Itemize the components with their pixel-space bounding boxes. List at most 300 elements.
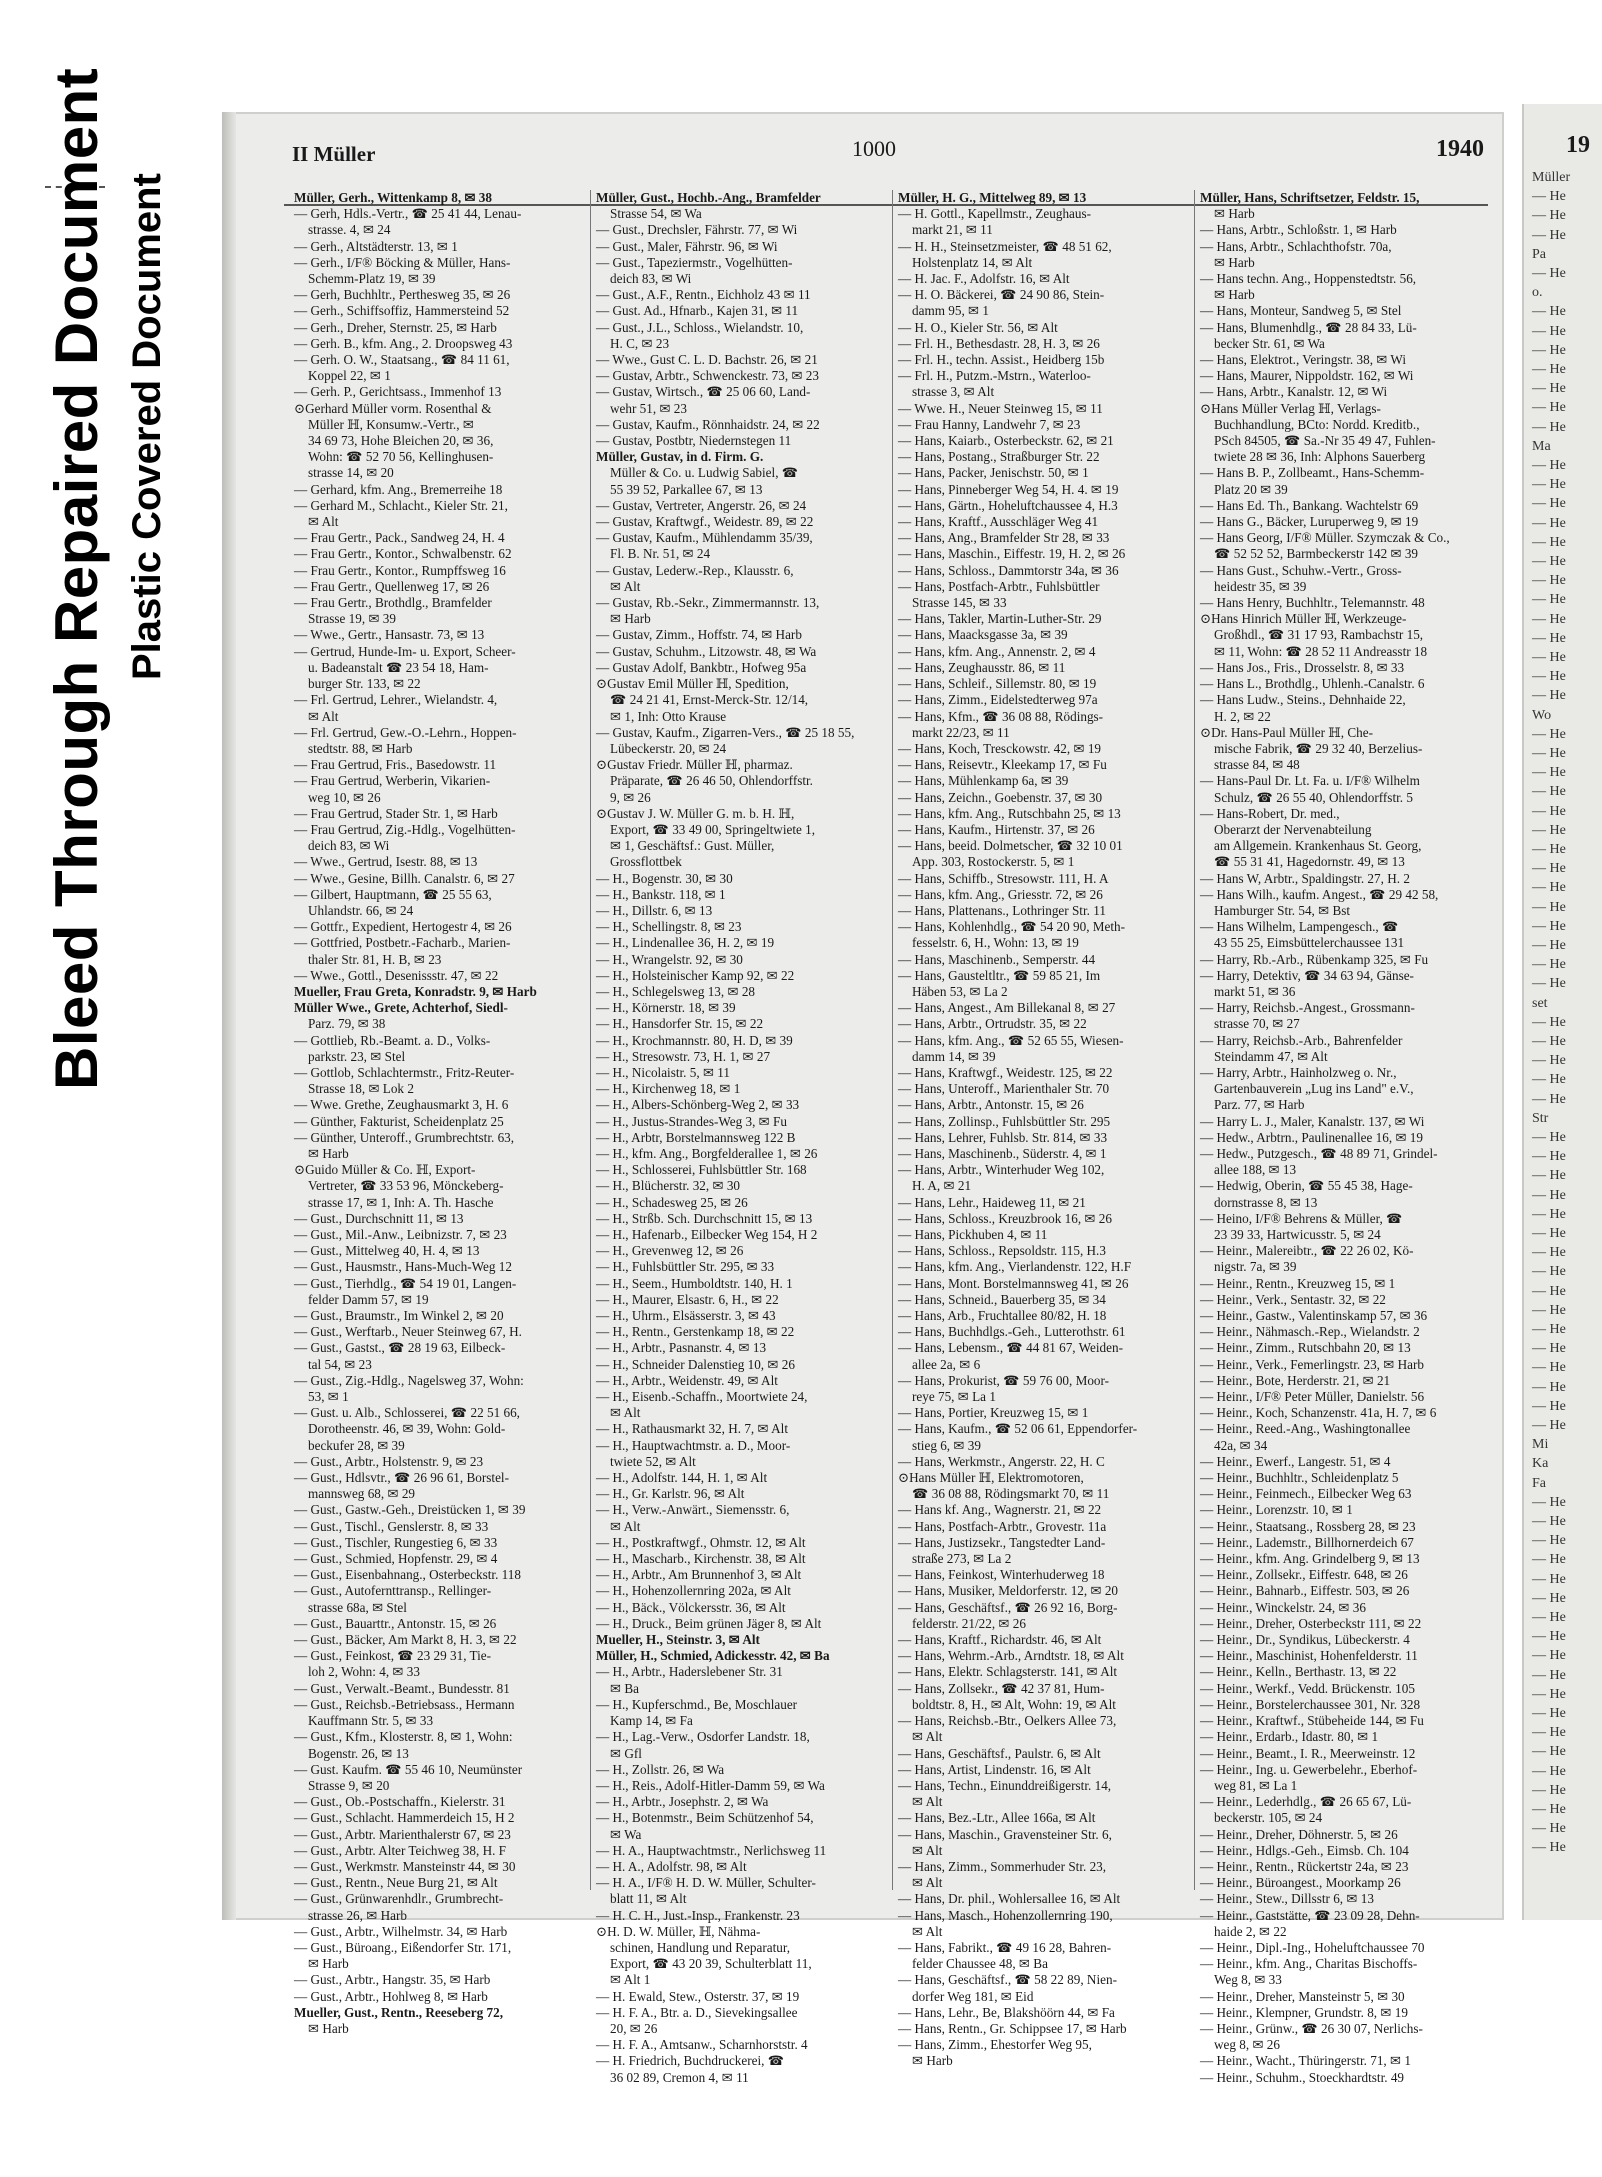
directory-entry: — Gust., Eisenbahnang., Osterbeckstr. 118 [294,1567,521,1583]
directory-entry: ⊙ Hans Hinrich Müller ℍ, Werkzeuge- [1200,611,1488,627]
directory-entry: — Hans, Zimm., Eidelstedterweg 97a [898,692,1098,708]
directory-entry: loh 2, Wohn: 4, ✉ 33 [308,1664,420,1680]
directory-entry: — Hans, Unteroff., Marienthaler Str. 70 [898,1081,1110,1097]
directory-entry: — Gertrud, Hunde-Im- u. Export, Scheer- [294,643,516,659]
directory-entry: — Hedw., Putzgesch., ☎ 48 89 71, Grindel- [1200,1145,1438,1161]
directory-entry: — Heinr., Maschinist, Hohenfelderstr. 11 [1200,1648,1418,1664]
directory-entry: mannsweg 68, ✉ 29 [308,1486,416,1502]
directory-entry: — H., Eisenb.-Schaffn., Moortwiete 24, [596,1389,808,1405]
next-page-line: — He [1532,554,1566,569]
directory-entry: — Heinr., Dreher, Mansteinstr 5, ✉ 30 [1200,1988,1405,2004]
directory-entry: — Hans Wilh., kaufm. Angest., ☎ 29 42 58, [1200,886,1439,902]
directory-entry: — Heinr., Borstelerchaussee 301, Nr. 328 [1200,1696,1421,1712]
directory-entry: — H. A., Hauptwachtmstr., Nerlichsweg 11 [596,1842,827,1858]
directory-entry: beckerstr. 105, ✉ 24 [1214,1810,1323,1826]
directory-entry: — Hans, Arbtr., Winterhuder Weg 102, [898,1162,1105,1178]
directory-entry: Wohn: ☎ 52 70 56, Kellinghusen- [308,449,494,465]
next-page-line: — He [1532,1782,1566,1798]
directory-entry: — Hans Ed. Th., Bankang. Wachtelstr 69 [1200,497,1419,513]
directory-entry: — Heinr., Gaststätte, ☎ 23 09 28, Dehn- [1200,1907,1420,1923]
directory-entry: — Gustav, Rb.-Sekr., Zimmermannstr. 13, [596,595,820,611]
directory-entry: — H., Kupferschmd., Be, Moschlauer [596,1696,798,1712]
directory-entry: — Heinr., Dreher, Osterbeckstr 111, ✉ 22 [1200,1615,1422,1631]
directory-entry: — Gust., Werftarb., Neuer Steinweg 67, H. [294,1324,522,1340]
directory-entry: Müller, H., Schmied, Adickesstr. 42, ✉ Ba [596,1648,830,1664]
next-page-line: — He [1532,1667,1566,1683]
directory-entry: — Hans, Monteur, Sandweg 5, ✉ Stel [1200,303,1402,319]
directory-entry: — Hans, Arbtr., Antonstr. 15, ✉ 26 [898,1097,1084,1113]
next-page-line: Ma [1532,438,1551,454]
directory-entry: allee 2a, ✉ 6 [912,1356,981,1372]
directory-entry: — H., Justus-Strandes-Weg 3, ✉ Fu [596,1113,787,1129]
directory-entry: — Gustav, Kaufm., Mühlendamm 35/39, [596,530,813,546]
directory-entry: — Hans Jos., Fris., Drosselstr. 8, ✉ 33 [1200,659,1405,675]
next-page-line: Müller [1532,170,1571,185]
directory-entry: — Hedwig, Oberin, ☎ 55 45 38, Hage- [1200,1178,1413,1194]
directory-entry: Parz. 77, ✉ Harb [1214,1097,1305,1113]
directory-entry: — H., Körnerstr. 18, ✉ 39 [596,1000,736,1016]
directory-entry: — Hans, Geschäftsf., ☎ 26 92 16, Borg- [898,1599,1118,1615]
directory-entry: — Gust., Ob.-Postschaffn., Kielerstr. 31 [294,1794,506,1810]
directory-entry: — Heinr., Bahnarb., Eiffestr. 503, ✉ 26 [1200,1583,1410,1599]
next-page-number: 19 [1566,132,1590,158]
running-head: II Müller [292,142,376,166]
directory-entry: ✉ Alt [912,1842,943,1858]
directory-entry: Fl. B. Nr. 51, ✉ 24 [610,546,711,562]
directory-entry: — Hans, Geschäftsf., Paulstr. 6, ✉ Alt [898,1745,1101,1761]
directory-entry: wehr 51, ✉ 23 [610,400,687,416]
next-page-line: set [1532,995,1548,1011]
directory-entry: — H., Fuhlsbüttler Str. 295, ✉ 33 [596,1259,775,1275]
directory-entry: Präparate, ☎ 26 46 50, Ohlendorffstr. [610,773,813,789]
directory-entry: — Hans, Kaufm., Hirtenstr. 37, ✉ 26 [898,821,1095,837]
directory-entry: — Frau Gertr., Kontor., Rumpffsweg 16 [294,562,506,578]
next-page-line: — He [1532,1341,1566,1357]
directory-entry: — Harry, Rb.-Arb., Rübenkamp 325, ✉ Fu [1200,951,1429,967]
next-page-line: — He [1532,477,1566,493]
directory-entry: Buchhandlung, BCto: Nordd. Kreditb., [1214,416,1420,432]
directory-entry: — H. F. A., Amtsanw., Scharnhorststr. 4 [596,2037,808,2053]
directory-entry: stedtstr. 88, ✉ Harb [308,740,413,756]
directory-entry: markt 22/23, ✉ 11 [912,724,1010,740]
directory-entry: — Harry, Detektiv, ☎ 34 63 94, Gänse- [1200,967,1414,983]
directory-entry: — H. O., Kieler Str. 56, ✉ Alt [898,319,1058,335]
directory-entry: App. 303, Rostockerstr. 5, ✉ 1 [912,854,1075,870]
directory-entry: — Hans, Packer, Jenischstr. 50, ✉ 1 [898,465,1089,481]
directory-entry: reye 75, ✉ La 1 [912,1389,996,1405]
directory-entry: — Harry, Reichsb.-Angest., Grossmann- [1200,1000,1415,1016]
directory-entry: — Heinr., Schuhm., Stoeckhardtstr. 49 [1200,2069,1405,2085]
directory-entry: Strasse 18, ✉ Lok 2 [308,1081,414,1097]
directory-entry: Strasse 9, ✉ 20 [308,1777,390,1793]
directory-entry: — H. A., Adolfstr. 98, ✉ Alt [596,1858,747,1874]
next-page-line: — He [1532,304,1566,320]
directory-entry: — Gust., Arbtr., Wilhelmstr. 34, ✉ Harb [294,1923,508,1939]
directory-entry: boldtstr. 8, H., ✉ Alt, Wohn: 19, ✉ Alt [912,1696,1116,1712]
directory-entry: — Hans Gust., Schuhw.-Vertr., Gross- [1200,562,1402,578]
directory-entry: Weg 8, ✉ 33 [1214,1972,1282,1988]
directory-entry: — Heinr., Feinmech., Eilbecker Weg 63 [1200,1486,1412,1502]
directory-entry: — Hans, Musiker, Meldorferstr. 12, ✉ 20 [898,1583,1119,1599]
directory-entry: — H., Rentn., Gerstenkamp 18, ✉ 22 [596,1324,795,1340]
next-page-line: — He [1532,1648,1566,1664]
directory-entry: Müller, Gust., Hochb.-Ang., Bramfelder [596,190,821,205]
directory-entry: — H. Gottl., Kapellmstr., Zeughaus- [898,206,1092,222]
directory-entry: ✉ Harb [610,611,651,627]
directory-entry: — Hans, Zeichn., Goebenstr. 37, ✉ 30 [898,789,1103,805]
directory-entry: — Frau Gertr., Brothdlg., Bramfelder [294,595,492,611]
directory-entry: — Hans, Kraftf., Ausschläger Weg 41 [898,514,1099,530]
directory-entry: Schulz, ☎ 26 55 40, Ohlendorffstr. 5 [1214,789,1413,805]
directory-entry: — Gust., Tapeziermstr., Vogelhütten- [596,254,793,270]
next-page-line: — He [1532,1053,1566,1069]
directory-entry: Lübeckerstr. 20, ✉ 24 [610,740,727,756]
directory-entry: ☎ 36 08 88, Rödingsmarkt 70, ✉ 11 [912,1486,1110,1502]
directory-entry: — Hans, Kraftf., Richardstr. 46, ✉ Alt [898,1632,1102,1648]
directory-entry: weg 8, ✉ 26 [1214,2037,1280,2053]
directory-entry: — Hans, kfm. Ang., Annenstr. 2, ✉ 4 [898,643,1096,659]
directory-entry: Müller, Gustav, in d. Firm. G. [596,449,764,465]
directory-entry: — Frau Gertr., Quellenweg 17, ✉ 26 [294,578,490,594]
directory-entry: — Heinr., Gastw., Valentinskamp 57, ✉ 36 [1200,1308,1428,1324]
directory-entry: — Gustav, Zimm., Hoffstr. 74, ✉ Harb [596,627,802,643]
directory-entry: — H., Zollstr. 26, ✉ Wa [596,1761,725,1777]
directory-entry: markt 51, ✉ 36 [1214,983,1296,999]
directory-entry: ⊙ Gustav Friedr. Müller ℍ, pharmaz. [596,757,884,773]
directory-entry: — Hans, Buchhdlgs.-Geh., Lutterothstr. 61 [898,1324,1126,1340]
directory-entry: — Heinr., Zollsekr., Eiffestr. 648, ✉ 26 [1200,1567,1408,1583]
directory-entry: — Heinr., Kraftwf., Stübeheide 144, ✉ Fu [1200,1713,1424,1729]
next-page-line: Pa [1532,246,1546,262]
directory-entry: 23 39 33, Hartwicusstr. 5, ✉ 24 [1214,1227,1381,1242]
directory-entry: Kamp 14, ✉ Fa [610,1713,693,1729]
directory-entry: stieg 6, ✉ 39 [912,1437,981,1453]
directory-entry: ✉ Harb [1214,206,1255,222]
next-page-line: — He [1532,765,1566,781]
directory-entry: — Frau Gertrud, Zig.-Hdlg., Vogelhütten- [294,821,516,837]
directory-entry: Schemm-Platz 19, ✉ 39 [308,271,436,287]
directory-entry: — Hans Georg, I/F® Müller. Szymczak & Co., [1200,530,1450,546]
directory-entry: — H., Dillstr. 6, ✉ 13 [596,902,713,918]
next-page-line: — He [1532,1552,1566,1568]
directory-entry: — H., Rathausmarkt 32, H. 7, ✉ Alt [596,1421,788,1437]
next-page-line: — He [1532,342,1566,358]
directory-entry: — Hans, Arbtr., Schlachthofstr. 70a, [1200,238,1392,254]
directory-entry: — Hans, Arbtr., Ortrudstr. 35, ✉ 22 [898,1016,1087,1032]
next-page-line: — He [1532,1130,1566,1145]
directory-entry: — Hans, Reisevtr., Kleekamp 17, ✉ Fu [898,757,1107,773]
directory-entry: ✉ 1, Inh: Otto Krause [610,708,727,724]
directory-entry: — H., Hohenzollernring 202a, ✉ Alt [596,1583,791,1599]
directory-entry: — Hans, Arb., Fruchtallee 80/82, H. 18 [898,1308,1107,1324]
directory-entry: — Gust., Zig.-Hdlg., Nagelsweg 37, Wohn: [294,1372,524,1388]
directory-entry: — H., Schellingstr. 8, ✉ 23 [596,919,742,935]
directory-entry: 55 39 52, Parkallee 67, ✉ 13 [610,481,763,497]
directory-entry: — Harry, Arbtr., Hainholzweg o. Nr., [1200,1064,1397,1080]
directory-entry: weg 10, ✉ 26 [308,789,381,805]
directory-entry: — Gust., Arbtr. Alter Teichweg 38, H. F [294,1842,507,1858]
directory-entry: — Frl. H., techn. Assist., Heidberg 15b [898,352,1105,368]
next-page-line: — He [1532,1072,1566,1088]
directory-entry: — H., Adolfstr. 144, H. 1, ✉ Alt [596,1470,768,1486]
directory-entry: 9, ✉ 26 [610,789,651,805]
directory-entry: — Gottlob, Schlachtermstr., Fritz-Reuter- [294,1064,515,1080]
directory-entry: — Frl. H., Bethesdastr. 28, H. 3, ✉ 26 [898,335,1100,351]
next-page-line: — He [1532,1821,1566,1837]
directory-entry: strasse. 4, ✉ 24 [308,222,391,238]
directory-entry: — Hans, Gärtn., Hoheluftchaussee 4, H.3 [898,497,1118,513]
directory-entry: — H. O. Bäckerei, ☎ 24 90 86, Stein- [898,287,1105,303]
directory-entry: — Heinr., Beamt., I. R., Meerweinstr. 12 [1200,1745,1416,1761]
directory-entry: — Hans, Kraftwgf., Weidestr. 125, ✉ 22 [898,1064,1113,1080]
directory-entry: — Gust., Gastst., ☎ 28 19 63, Eilbeck- [294,1340,506,1356]
next-page-line: — He [1532,842,1566,857]
directory-entry: Kauffmann Str. 5, ✉ 33 [308,1713,434,1729]
directory-entry: Vertreter, ☎ 33 53 96, Mönckeberg- [308,1178,504,1194]
next-page-line: Str [1532,1110,1549,1126]
directory-entry: ☎ 24 21 41, Ernst-Merck-Str. 12/14, [610,692,809,708]
directory-entry: — Hans, Mont. Borstelmannsweg 41, ✉ 26 [898,1275,1129,1291]
next-page-line: — He [1532,861,1566,877]
next-page-line: — He [1532,746,1566,761]
directory-entry: — Hans, Maurer, Nippoldstr. 162, ✉ Wi [1200,368,1414,384]
directory-entry: — Heinr., Ewerf., Langestr. 51, ✉ 4 [1200,1453,1391,1469]
directory-entry: — Gerh. O. W., Staatsang., ☎ 84 11 61, [294,352,510,368]
directory-entry: — H., Lag.-Verw., Osdorfer Landstr. 18, [596,1729,810,1745]
directory-entry: felder Chaussee 48, ✉ Ba [912,1956,1048,1972]
directory-entry: dornstrasse 8, ✉ 13 [1214,1194,1318,1210]
directory-entry: — Heinr., Nähmasch.-Rep., Wielandstr. 2 [1200,1324,1420,1340]
directory-entry: — Gilbert, Hauptmann, ☎ 25 55 63, [294,886,492,902]
next-page-line: — He [1532,1226,1566,1241]
directory-entry: — Heinr., Rentn., Rückertstr 24a, ✉ 23 [1200,1858,1409,1874]
next-page-line: Wo [1532,707,1552,723]
directory-entry: Steindamm 47, ✉ Alt [1214,1048,1328,1064]
directory-entry: — H., Bäck., Völckersstr. 36, ✉ Alt [596,1599,786,1615]
column-2 [596,190,884,2085]
directory-entry: 53, ✉ 1 [308,1389,349,1405]
directory-entry: — Heinr., Grünw., ☎ 26 30 07, Nerlichs- [1200,2020,1423,2036]
directory-entry: PSch 84505, ☎ Sa.-Nr 35 49 47, Fuhlen- [1214,433,1436,449]
directory-entry: deich 83, ✉ Wi [308,838,390,854]
directory-entry: — Hans, Kaiarb., Osterbeckstr. 62, ✉ 21 [898,433,1114,449]
directory-entry: — Hans, Elektrot., Veringstr. 38, ✉ Wi [1200,352,1406,368]
directory-entry: — H., Arbtr., Josephstr. 2, ✉ Wa [596,1794,769,1810]
next-page-line: — He [1532,592,1566,608]
directory-entry: — Hans, Postfach-Arbtr., Fuhlsbüttler [898,578,1100,594]
directory-entry: — Gust., Feinkost, ☎ 23 29 31, Tie- [294,1648,492,1664]
directory-entry: Gartenbauverein „Lug ins Land" e.V., [1214,1081,1414,1097]
directory-entry: — Hans W, Arbtr., Spaldingstr. 27, H. 2 [1200,870,1410,886]
directory-entry: ✉ Ba [610,1680,639,1696]
directory-entry: — Heinr., Lederhdlg., ☎ 26 65 67, Lü- [1200,1794,1412,1810]
directory-entry: — H., Krochmannstr. 80, H. D, ✉ 39 [596,1032,793,1048]
directory-entry: — Hans, Gausteltltr., ☎ 59 85 21, Im [898,967,1101,983]
next-page-line: — He [1532,362,1566,377]
directory-entry: — Hans, Reichsb.-Btr., Oelkers Allee 73, [898,1713,1117,1729]
directory-entry: — Hans, Lehr., Be, Blakshöörn 44, ✉ Fa [898,2004,1115,2020]
directory-entry: Bogenstr. 26, ✉ 13 [308,1745,409,1761]
directory-entry: — Hans, Schiffb., Stresowstr. 111, H. A [898,870,1109,886]
directory-entry: ✉ Harb [1214,287,1255,303]
next-page-line: — He [1532,323,1566,339]
directory-entry: — Hans, Maacksgasse 3a, ✉ 39 [898,627,1068,643]
directory-entry: — H., Grevenweg 12, ✉ 26 [596,1243,744,1259]
directory-entry: — Wwe., Gertr., Hansastr. 73, ✉ 13 [294,627,485,643]
directory-entry: Oberarzt der Nervenabteilung [1214,821,1372,837]
next-page-line: — He [1532,899,1566,915]
directory-entry: ✉ Alt [912,1729,943,1745]
directory-entry: — H., Lindenallee 36, H. 2, ✉ 19 [596,935,775,951]
next-page-line: — He [1532,611,1566,627]
directory-entry: 36 02 89, Cremon 4, ✉ 11 [610,2069,749,2085]
next-page-line: — He [1532,1706,1566,1721]
page-header [222,136,1504,172]
directory-entry: — Hans L., Brothdlg., Uhlenh.-Canalstr. 6 [1200,676,1425,692]
directory-entry: — Hans, Prokurist, ☎ 59 76 00, Moor- [898,1372,1110,1388]
directory-entry: — Heinr., Werkf., Vedd. Brückenstr. 105 [1200,1680,1415,1696]
directory-entry: — Frau Gertrud, Werberin, Vikarien- [294,773,491,789]
directory-entry: Großhdl., ☎ 31 17 93, Rambachstr 15, [1214,627,1424,643]
next-page-line: — He [1532,1014,1566,1030]
next-page-line: — He [1532,976,1566,992]
directory-entry: — H., Arbtr., Weidenstr. 49, ✉ Alt [596,1372,778,1388]
directory-entry: — Heinr., Lorenzstr. 10, ✉ 1 [1200,1502,1353,1518]
bleed-through-label: Bleed Through Repaired Document [43,67,110,1090]
directory-entry: — Gust., Mil.-Anw., Leibnizstr. 7, ✉ 23 [294,1227,507,1242]
directory-entry: ✉ Alt [610,578,641,594]
directory-entry: ✉ Alt [308,514,339,530]
directory-entry: ✉ Harb [912,2053,953,2069]
directory-entry: — Gerh. B., kfm. Ang., 2. Droopsweg 43 [294,335,513,351]
directory-entry: — Gustav Adolf, Bankbtr., Hofweg 95a [596,659,807,675]
directory-entry: — Gustav, Postbtr, Niedernstegen 11 [596,433,792,449]
directory-entry: ⊙ Gustav Emil Müller ℍ, Spedition, [596,676,884,692]
directory-entry: — Hans, Techn., Einunddreißigerstr. 14, [898,1777,1112,1793]
directory-entry: — Heinr., kfm. Ang., Charitas Bischoffs- [1200,1956,1418,1972]
directory-entry: — Hans, Portier, Kreuzweg 15, ✉ 1 [898,1405,1089,1421]
directory-entry: — Gerh., Dreher, Sternstr. 25, ✉ Harb [294,319,497,335]
directory-entry: — Wwe., Gust C. L. D. Bachstr. 26, ✉ 21 [596,352,818,368]
directory-entry: — Frl. H., Putzm.-Mstrn., Waterloo- [898,368,1091,384]
directory-entry: ✉ Harb [308,2020,349,2036]
directory-entry: Mueller, Frau Greta, Konradstr. 9, ✉ Harb [294,983,537,999]
directory-entry: — Gust., Büroang., Eißendorfer Str. 171, [294,1939,512,1955]
directory-entry: — Günther, Fakturist, Scheidenplatz 25 [294,1113,504,1129]
directory-entry: — Hans, kfm. Ang., Griesstr. 72, ✉ 26 [898,886,1103,902]
directory-entry: — Gust., Hausmstr., Hans-Much-Weg 12 [294,1259,512,1275]
directory-entry: ✉ Alt [912,1923,943,1939]
directory-entry: — Gust., Arbtr. Marienthalerstr 67, ✉ 23 [294,1826,511,1842]
directory-entry: felder Damm 57, ✉ 19 [308,1291,429,1307]
directory-entry: — Hans, Kfm., ☎ 36 08 88, Rödings- [898,708,1104,724]
directory-entry: — Hans, Rentn., Gr. Schippsee 17, ✉ Harb [898,2020,1127,2036]
next-page-line: — He [1532,266,1566,281]
next-page-line: — He [1532,534,1566,550]
next-page-line: — He [1532,957,1566,973]
next-page-line: — He [1532,726,1566,742]
directory-entry: strasse 70, ✉ 27 [1214,1016,1300,1032]
next-page-line: — He [1532,458,1566,473]
plastic-covered-label: Plastic Covered Document [125,173,169,680]
column-divider [1194,190,1195,1890]
directory-entry: — Hans, Bez.-Ltr., Allee 166a, ✉ Alt [898,1810,1096,1826]
directory-entry: markt 21, ✉ 11 [912,222,993,238]
directory-entry: — Hans, kfm. Ang., ☎ 52 65 55, Wiesen- [898,1032,1124,1048]
directory-entry: — Heinr., Staatsang., Rossberg 28, ✉ 23 [1200,1518,1416,1534]
next-page-line: — He [1532,918,1566,934]
directory-entry: — Hans, Koch, Tresckowstr. 42, ✉ 19 [898,740,1102,756]
directory-entry: — Gust., Durchschnitt 11, ✉ 13 [294,1210,464,1226]
directory-entry: — Gust., Arbtr., Hangstr. 35, ✉ Harb [294,1972,491,1988]
directory-entry: straße 273, ✉ La 2 [912,1551,1012,1567]
directory-entry: ✉ Harb [308,1956,349,1972]
directory-entry: — Hans, Maschin., Gravensteiner Str. 6, [898,1826,1112,1842]
next-page-edge [1522,104,1602,1920]
next-page-line: — He [1532,1379,1566,1395]
directory-entry: — Hans Wilhelm, Lampengesch., ☎ [1200,919,1399,935]
directory-entry: — H., Bogenstr. 30, ✉ 30 [596,870,733,886]
directory-entry: — Wwe., Gesine, Billh. Canalstr. 6, ✉ 27 [294,870,515,886]
directory-entry: — Gust. Ad., Hfnarb., Kajen 31, ✉ 11 [596,303,799,319]
directory-entry: — Hans, Postang., Straßburger Str. 22 [898,449,1100,465]
directory-entry: — Frau Gertr., Pack., Sandweg 24, H. 4 [294,530,505,546]
directory-entry: — Hans, Angest., Am Billekanal 8, ✉ 27 [898,1000,1116,1016]
directory-entry: — H., Nicolaistr. 5, ✉ 11 [596,1064,730,1080]
directory-entry: felderstr. 21/22, ✉ 26 [912,1615,1026,1631]
directory-entry: ⊙ Hans Müller Verlag ℍ, Verlags- [1200,401,1488,417]
next-page-line: — He [1532,822,1566,838]
directory-entry: ✉ Alt [308,708,339,724]
next-page-line: — He [1532,515,1566,531]
directory-entry: — Heinr., Lademstr., Billhornerdeich 67 [1200,1534,1414,1550]
next-page-line: — He [1532,650,1566,665]
directory-entry: weg 81, ✉ La 1 [1214,1777,1298,1793]
directory-entry: schinen, Handlung und Reparatur, [610,1939,791,1955]
next-page-line: — He [1532,1149,1566,1165]
next-page-line: — He [1532,1725,1566,1741]
directory-entry: — Gerh., Schiffsoffiz, Hammersteind 52 [294,303,510,319]
directory-entry: strasse 26, ✉ Harb [308,1907,407,1923]
directory-entry: nigstr. 7a, ✉ 39 [1214,1259,1297,1275]
directory-entry: — Heinr., Dr., Syndikus, Lübeckerstr. 4 [1200,1632,1410,1648]
directory-entry: — Gust., Grünwarenhdlr., Grumbrecht- [294,1891,504,1907]
directory-entry: — Hans, Lehrer, Fuhlsb. Str. 814, ✉ 33 [898,1129,1108,1145]
directory-entry: — Hans B. P., Zollbeamt., Hans-Schemm- [1200,465,1425,481]
directory-entry: burger Str. 133, ✉ 22 [308,676,421,692]
directory-entry: — H., Stresowstr. 73, H. 1, ✉ 27 [596,1048,771,1064]
directory-entry: tal 54, ✉ 23 [308,1356,372,1372]
directory-entry: — Gust., J.L., Schloss., Wielandstr. 10, [596,319,804,335]
next-page-line: — He [1532,1187,1566,1203]
directory-entry: ✉ Harb [308,1145,349,1161]
next-page-line: Fa [1532,1475,1546,1491]
directory-entry: — Hans, Arbtr., Schloßstr. 1, ✉ Harb [1200,222,1397,238]
next-page-line: — He [1532,630,1566,646]
directory-entry: twiete 28 ✉ 36, Inh: Alphons Sauerberg [1214,449,1426,465]
directory-entry: — H. Ewald, Stew., Osterstr. 37, ✉ 19 [596,1988,800,2004]
directory-entry: mische Fabrik, ☎ 29 32 40, Berzelius- [1214,740,1423,756]
directory-entry: — H., Druck., Beim grünen Jäger 8, ✉ Alt [596,1615,822,1631]
directory-entry: deich 83, ✉ Wi [610,271,692,287]
directory-entry: — Gottfried, Postbetr.-Facharb., Marien- [294,935,511,951]
directory-entry: — Hans, Geschäftsf., ☎ 58 22 89, Nien- [898,1972,1117,1988]
directory-entry: — Frau Gertrud, Stader Str. 1, ✉ Harb [294,805,498,821]
directory-entry: — H. A., I/F® H. D. W. Müller, Schulter- [596,1875,816,1891]
directory-entry: ⊙ Hans Müller ℍ, Elektromotoren, [898,1470,1186,1486]
directory-entry: ✉ Gfl [610,1745,642,1761]
directory-entry: u. Badeanstalt ☎ 23 54 18, Ham- [308,659,489,675]
